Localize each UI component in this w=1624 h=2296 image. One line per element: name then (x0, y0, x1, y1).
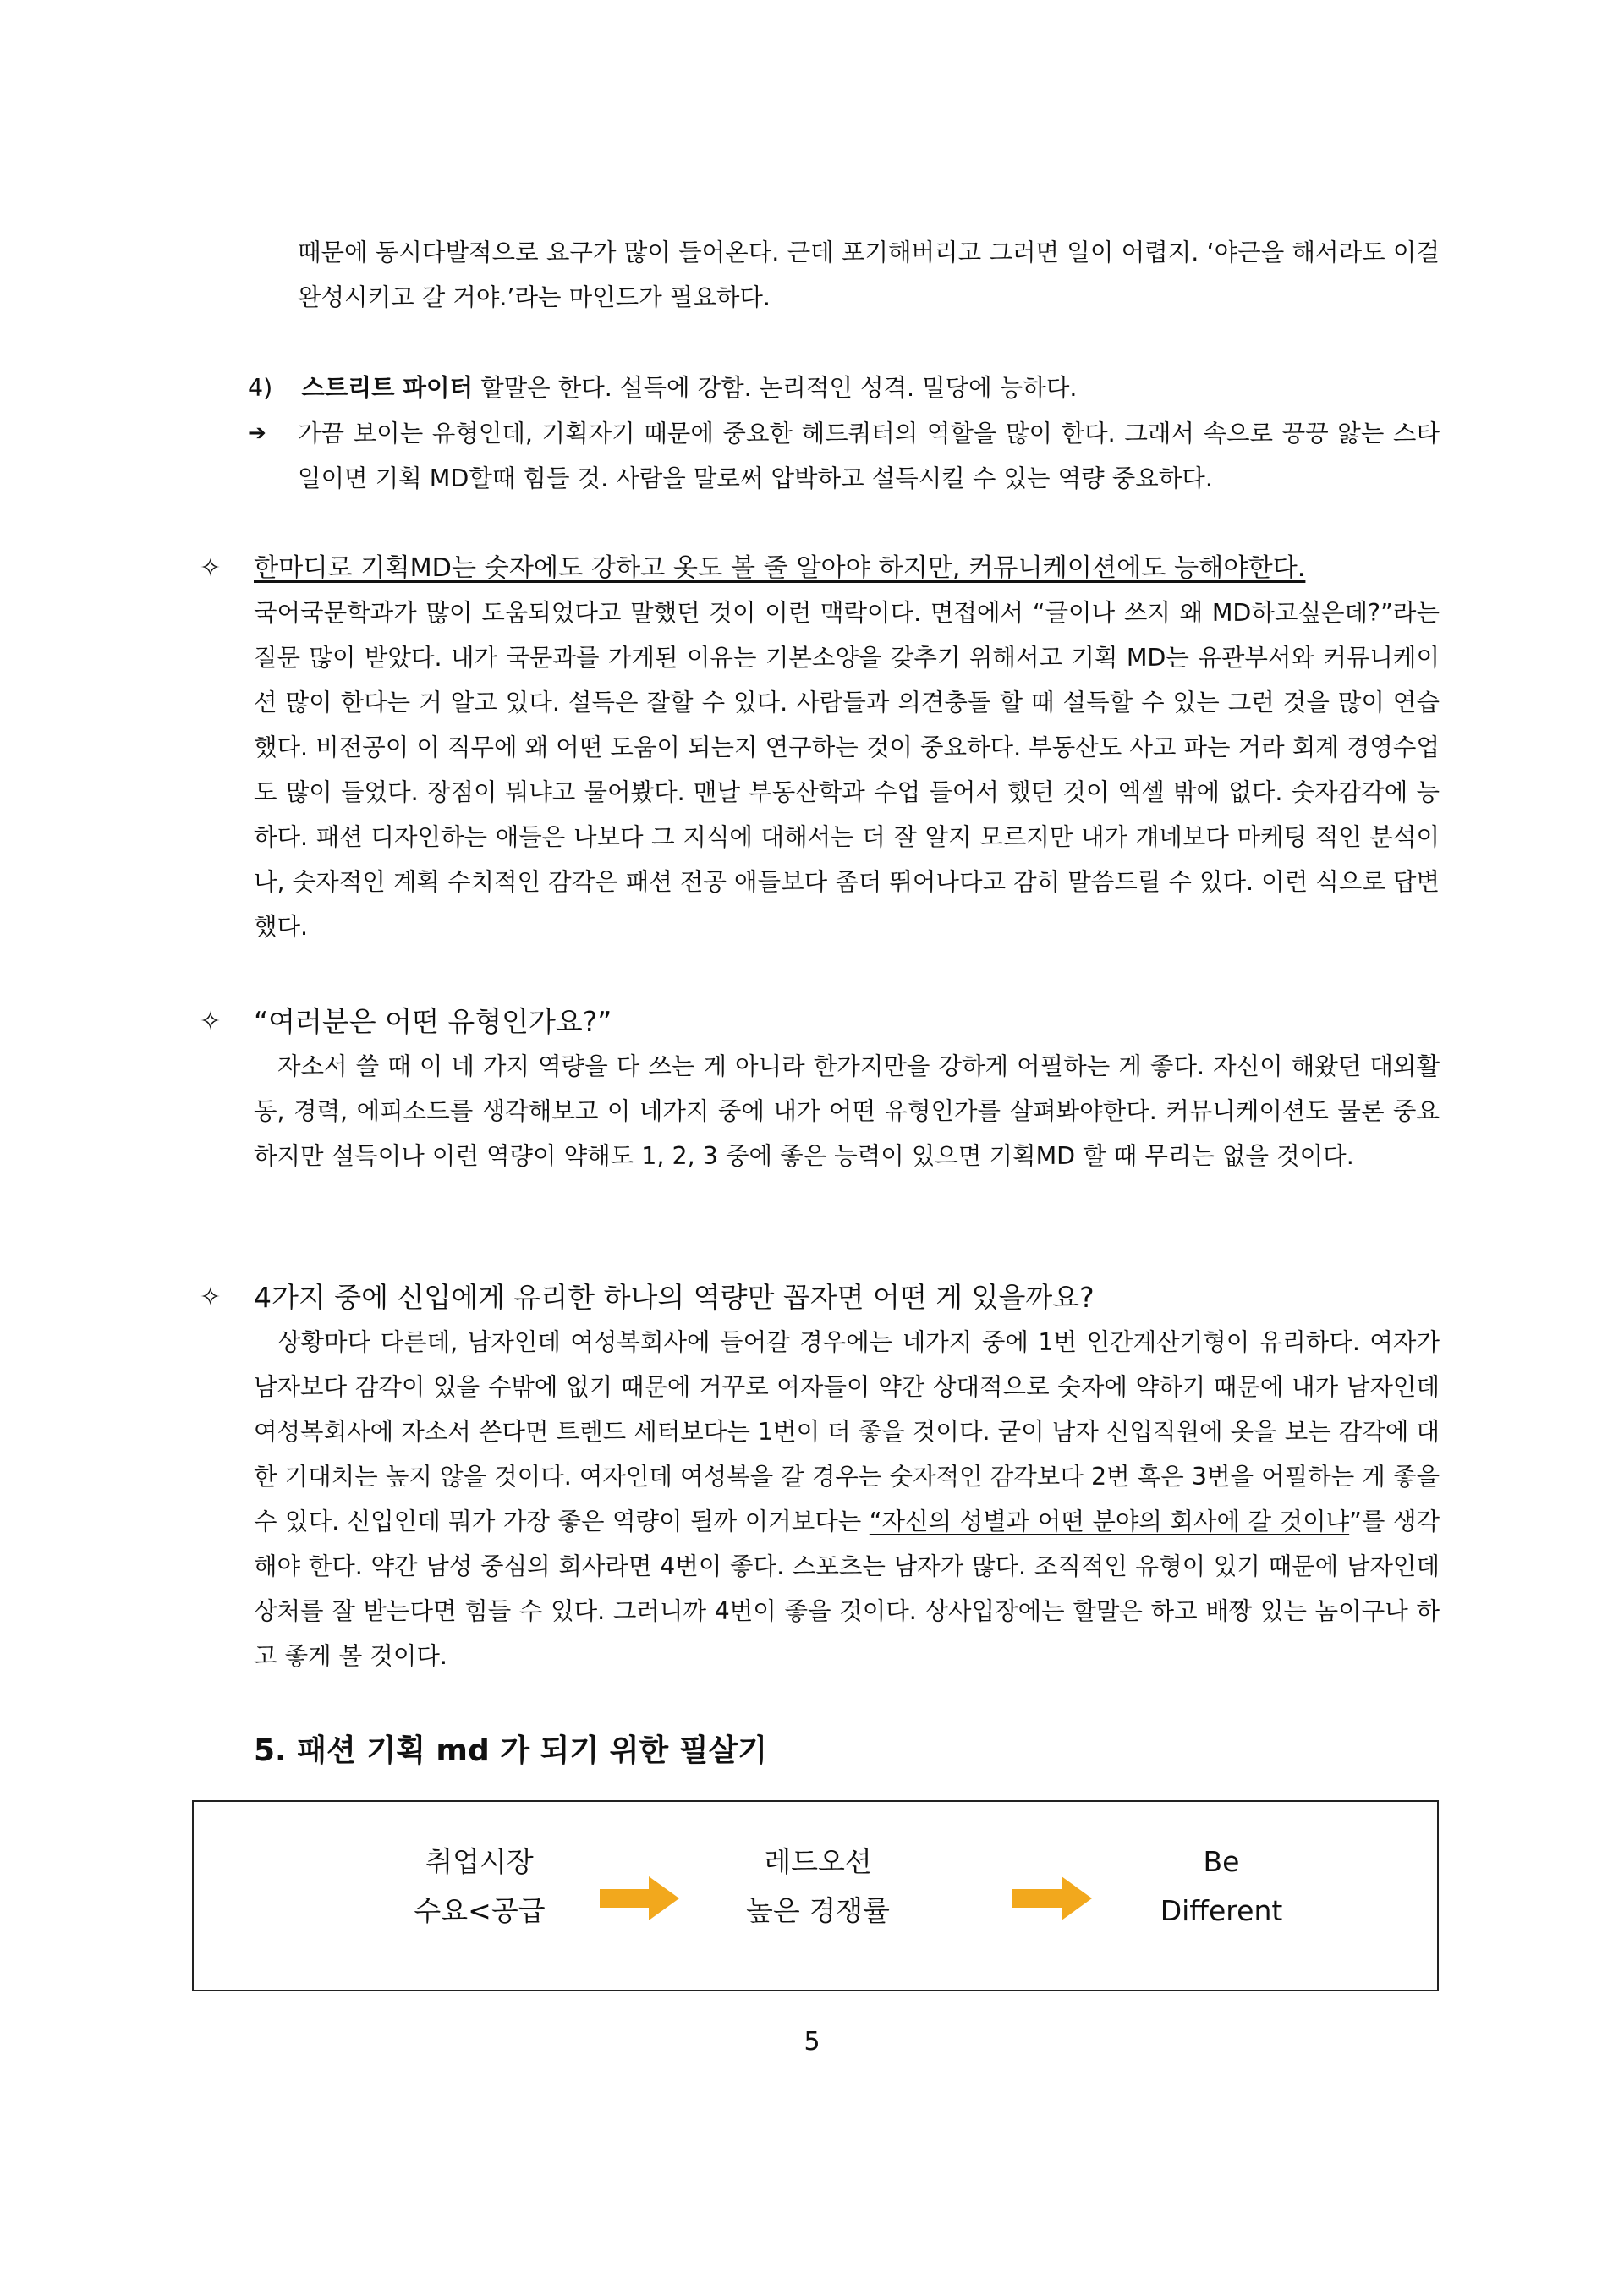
section3-body-underlined: “자신의 성별과 어떤 분야의 회사에 갈 것이냐 (869, 1508, 1350, 1535)
flow-step-subtitle: Different (1160, 1894, 1283, 1927)
arrow-icon: ➔ (248, 420, 266, 446)
flow-step-title: 레드오션 (764, 1845, 872, 1878)
section3-body-part1: 상황마다 다른데, 남자인데 여성복회사에 들어갈 경우에는 네가지 중에 1번 인간계산기형이 유리하다. 여자가 남자보다 감각이 있을 수밖에 없기 때문에 거꾸로 여자들이 약간 상대적으로 숫자에 약하기 때문에 내가 남자인데 여성복회사에 자소서 쓴다면 트렌드 세터보다는 1번이 더 좋을 것이다. 굳이 남자 신입직원에 옷을 보는 감각에 대한 기대치는 높지 않을 것이다. 여자인데 여성복을 갈 경우는 숫자적인 감각보다 2번 혹은 3번을 어필하는 게 좋을 수 있다. 신입인데 뭐가 가장 좋은 역량이 될까 이거보다는 (254, 1328, 1440, 1535)
section5-title: 5. 패션 기획 md 가 되기 위한 필살기 (254, 1733, 768, 1768)
right-arrow-icon (1012, 1873, 1094, 1924)
item4-line (248, 365, 1077, 410)
item4-desc: 할말은 한다. 설득에 강함. 논리적인 성격. 밀당에 능하다. (473, 374, 1078, 402)
section2-heading: “여러분은 어떤 유형인가요?” (254, 1005, 612, 1038)
sparkle-icon: ✧ (200, 1283, 222, 1312)
section1-heading: 한마디로 기획MD는 숫자에도 강하고 옷도 볼 줄 알아야 하지만, 커뮤니케이션에도 능해야한다. (254, 553, 1306, 583)
section1-body: 국어국문학과가 많이 도움되었다고 말했던 것이 이런 맥락이다. 면접에서 “글이나 쓰지 왜 MD하고싶은데?”라는 질문 많이 받았다. 내가 국문과를 가게된 이유는 기본소양을 갖추기 위해서고 기획 MD는 유관부서와 커뮤니케이션 많이 한다는 거 알고 있다. 설득은 잘할 수 있다. 사람들과 의견충돌 할 때 설득할 수 있는 그런 것을 많이 연습했다. 비전공이 이 직무에 왜 어떤 도움이 되는지 연구하는 것이 중요하다. 부동산도 사고 파는 거라 회계 경영수업도 많이 들었다. 장점이 뭐냐고 물어봤다. 맨날 부동산학과 수업 들어서 했던 것이 엑셀 밖에 없다. 숫자감각에 능하다. 패션 디자인하는 애들은 나보다 그 지식에 대해서는 더 잘 알지 모르지만 내가 걔네보다 마케팅 적인 분석이나, 숫자적인 계획 수치적인 감각은 패션 전공 애들보다 좀더 뛰어나다고 감히 말씀드릴 수 있다. 이런 식으로 답변했다. (254, 599, 1440, 941)
flow-step-title: Be (1203, 1845, 1240, 1878)
page-number: 5 (804, 2027, 820, 2057)
sparkle-icon: ✧ (200, 553, 222, 583)
flow-step-be-different (1095, 1837, 1348, 1936)
section3-heading: 4가지 중에 신입에게 유리한 하나의 역량만 꼽자면 어떤 게 있을까요? (254, 1281, 1095, 1314)
flow-step-subtitle: 수요<공급 (414, 1894, 546, 1927)
flow-step-red-ocean (691, 1837, 945, 1936)
flow-step-title: 취업시장 (425, 1845, 534, 1878)
section2-body: 자소서 쓸 때 이 네 가지 역량을 다 쓰는 게 아니라 한가지만을 강하게 어필하는 게 좋다. 자신이 해왔던 대외활동, 경력, 에피소드를 생각해보고 이 네가지 중에 내가 어떤 유형인가를 살펴봐야한다. 커뮤니케이션도 물론 중요하지만 설득이나 이런 역량이 약해도 1, 2, 3 중에 좋은 능력이 있으면 기획MD 할 때 무리는 없을 것이다. (254, 1052, 1440, 1170)
item4-number: 4) (248, 374, 273, 402)
section3-body-part2: ”를 생각해야 한다. 약간 남성 중심의 회사라면 4번이 좋다. 스포츠는 남자가 많다. 조직적인 유형이 있기 때문에 남자인데 상처를 잘 받는다면 힘들 수 있다. 그러니까 4번이 좋을 것이다. 상사입장에는 할말은 하고 배짱 있는 놈이구나 하고 좋게 볼 것이다. (254, 1508, 1440, 1670)
item4-title: 스트리트 파이터 (301, 374, 474, 402)
flow-box (192, 1800, 1439, 1991)
right-arrow-icon (600, 1873, 681, 1924)
sparkle-icon: ✧ (200, 1007, 222, 1036)
item4-note: 가끔 보이는 유형인데, 기획자기 때문에 중요한 헤드쿼터의 역할을 많이 한다. 그래서 속으로 끙끙 앓는 스타일이면 기획 MD할때 힘들 것. 사람을 말로써 압박하고 설득시킬 수 있는 역량 중요하다. (298, 420, 1440, 492)
flow-step-subtitle: 높은 경쟁률 (746, 1894, 890, 1927)
flow-step-job-market (353, 1837, 606, 1936)
intro-paragraph: 때문에 동시다발적으로 요구가 많이 들어온다. 근데 포기해버리고 그러면 일이 어렵지. ‘야근을 해서라도 이걸 완성시키고 갈 거야.’라는 마인드가 필요하다. (298, 239, 1440, 311)
section3-body (254, 1320, 1440, 1678)
